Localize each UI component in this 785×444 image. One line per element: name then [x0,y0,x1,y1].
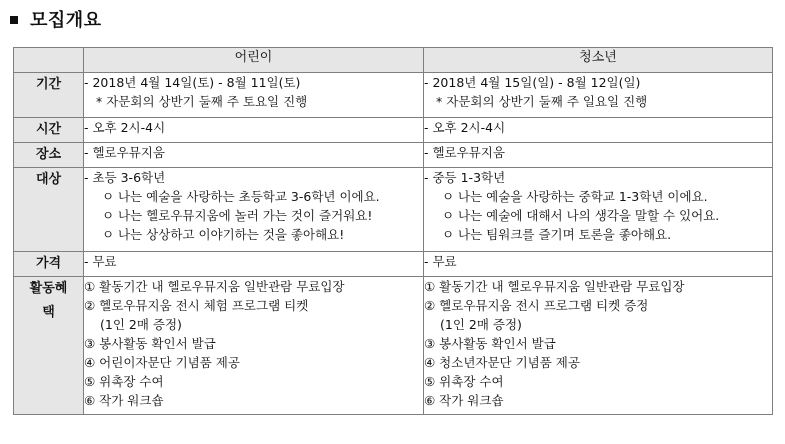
benefit-youth-item: ④ 청소년자문단 기념품 제공 [424,355,580,370]
cell-period-youth [424,73,773,118]
price-youth: - 무료 [424,254,457,269]
benefit-youth-item: ① 활동기간 내 헬로우뮤지움 일반관람 무료입장 [424,279,685,294]
period-children-note: * 자문회의 상반기 둘째 주 토요일 진행 [96,94,308,109]
target-children-grade: - 초등 3-6학년 [84,170,166,185]
cell-target-children [84,168,424,252]
row-label-time: 시간 [14,118,84,143]
time-children: - 오후 2시-4시 [84,120,166,135]
cell-price-children [84,252,424,277]
benefit-youth-item: ③ 봉사활동 확인서 발급 [424,336,556,351]
row-label-place: 장소 [14,143,84,168]
benefit-youth-item: (1인 2매 증정) [440,317,522,332]
benefit-children-item: ④ 어린이자문단 기념품 제공 [84,355,240,370]
row-label-benefits-line: 택 [42,305,55,320]
table-header-row [14,48,773,73]
place-youth: - 헬로우뮤지움 [424,145,505,160]
target-youth-item: ㅇ 나는 예술에 대해서 나의 생각을 말할 수 있어요. [442,208,720,223]
row-label-price: 가격 [14,252,84,277]
cell-target-youth [424,168,773,252]
place-children: - 헬로우뮤지움 [84,145,165,160]
table-row-time [14,118,773,143]
table-row-price [14,252,773,277]
recruitment-overview-table [13,47,773,415]
table-row-place [14,143,773,168]
benefit-children-item: ② 헬로우뮤지움 전시 체험 프로그램 티켓 [84,298,309,313]
column-header-children: 어린이 [84,48,424,73]
benefit-youth-item: ⑤ 위촉장 수여 [424,374,504,389]
target-children-item: ㅇ 나는 헬로우뮤지움에 놀러 가는 것이 즐거워요! [102,208,373,223]
target-children-item: ㅇ 나는 예술을 사랑하는 초등학교 3-6학년 이에요. [102,189,380,204]
price-children: - 무료 [84,254,117,269]
period-youth-note: * 자문회의 상반기 둘째 주 일요일 진행 [436,94,648,109]
cell-benefits-children [84,277,424,415]
cell-place-youth [424,143,773,168]
period-youth-dates: - 2018년 4월 15일(일) - 8월 12일(일) [424,75,641,90]
cell-benefits-youth [424,277,773,415]
table-row-period [14,73,773,118]
row-label-benefits-line: 활동혜 [29,281,68,296]
benefit-children-item: ③ 봉사활동 확인서 발급 [84,336,216,351]
benefit-children-item: ⑥ 작가 워크숍 [84,393,164,408]
benefit-children-item: ⑤ 위촉장 수여 [84,374,164,389]
benefit-youth-item: ② 헬로우뮤지움 전시 프로그램 티켓 증정 [424,298,649,313]
header-corner-cell [14,48,84,73]
cell-period-children [84,73,424,118]
target-children-item: ㅇ 나는 상상하고 이야기하는 것을 좋아해요! [102,227,345,242]
benefit-youth-item: ⑥ 작가 워크숍 [424,393,504,408]
section-title: 모집개요 [30,10,102,31]
table-row-benefits [14,277,773,415]
row-label-period: 기간 [14,73,84,118]
row-label-benefits [14,277,84,415]
cell-time-youth [424,118,773,143]
benefit-children-item: ① 활동기간 내 헬로우뮤지움 일반관람 무료입장 [84,279,345,294]
target-youth-item: ㅇ 나는 팀워크를 즐기며 토론을 좋아해요. [442,227,672,242]
period-children-dates: - 2018년 4월 14일(토) - 8월 11일(토) [84,75,301,90]
benefit-children-item: (1인 2매 증정) [100,317,182,332]
cell-place-children [84,143,424,168]
section-heading [10,6,102,32]
target-youth-grade: - 중등 1-3학년 [424,170,506,185]
row-label-target: 대상 [14,168,84,252]
cell-price-youth [424,252,773,277]
square-bullet-icon [10,16,18,24]
table-row-target [14,168,773,252]
time-youth: - 오후 2시-4시 [424,120,506,135]
cell-time-children [84,118,424,143]
column-header-youth: 청소년 [424,48,773,73]
target-youth-item: ㅇ 나는 예술을 사랑하는 중학교 1-3학년 이에요. [442,189,708,204]
